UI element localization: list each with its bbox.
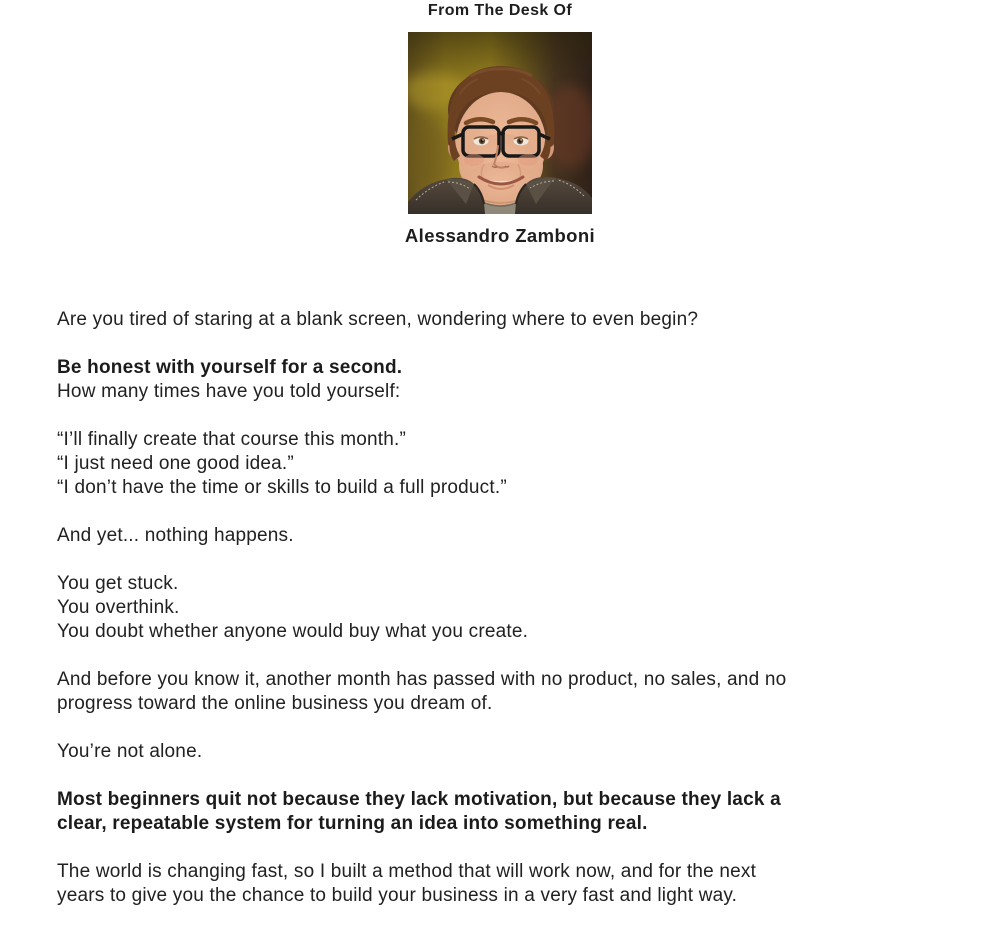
paragraph — [57, 356, 940, 404]
paragraph — [57, 572, 940, 644]
author-name: Alessandro Zamboni — [404, 225, 596, 246]
body-copy — [57, 308, 940, 908]
paragraph-line-bold: Be honest with yourself for a second. — [57, 357, 403, 378]
paragraph-line: years to give you the chance to build your business in a very fast and light way. — [57, 885, 738, 906]
paragraph — [57, 428, 940, 500]
paragraph — [57, 524, 940, 548]
kicker-heading: From The Desk Of — [427, 2, 573, 19]
paragraph-line: Are you tired of staring at a blank screen, wondering where to even begin? — [57, 309, 699, 330]
author-photo — [408, 32, 592, 214]
paragraph — [57, 308, 940, 332]
paragraph-line: “I’ll finally create that course this month.” — [57, 429, 407, 450]
paragraph-line: How many times have you told yourself: — [57, 381, 401, 402]
paragraph — [57, 788, 940, 836]
paragraph-line: And yet... nothing happens. — [57, 525, 294, 546]
paragraph-line: The world is changing fast, so I built a method that will work now, and for the next — [57, 861, 757, 882]
paragraph-line-bold: Most beginners quit not because they lack motivation, but because they lack a — [57, 789, 781, 810]
paragraph-line: And before you know it, another month has passed with no product, no sales, and no — [57, 669, 787, 690]
paragraph-line: You overthink. — [57, 597, 180, 618]
paragraph-line: “I don’t have the time or skills to build a full product.” — [57, 477, 507, 498]
paragraph-line: You’re not alone. — [57, 741, 203, 762]
paragraph-line: “I just need one good idea.” — [57, 453, 294, 474]
paragraph — [57, 668, 940, 716]
paragraph-line: progress toward the online business you dream of. — [57, 693, 493, 714]
author-photo-illustration — [408, 32, 592, 214]
paragraph — [57, 860, 940, 908]
paragraph-line: You get stuck. — [57, 573, 179, 594]
paragraph-line-bold: clear, repeatable system for turning an idea into something real. — [57, 813, 648, 834]
paragraph-line: You doubt whether anyone would buy what you create. — [57, 621, 529, 642]
paragraph — [57, 740, 940, 764]
